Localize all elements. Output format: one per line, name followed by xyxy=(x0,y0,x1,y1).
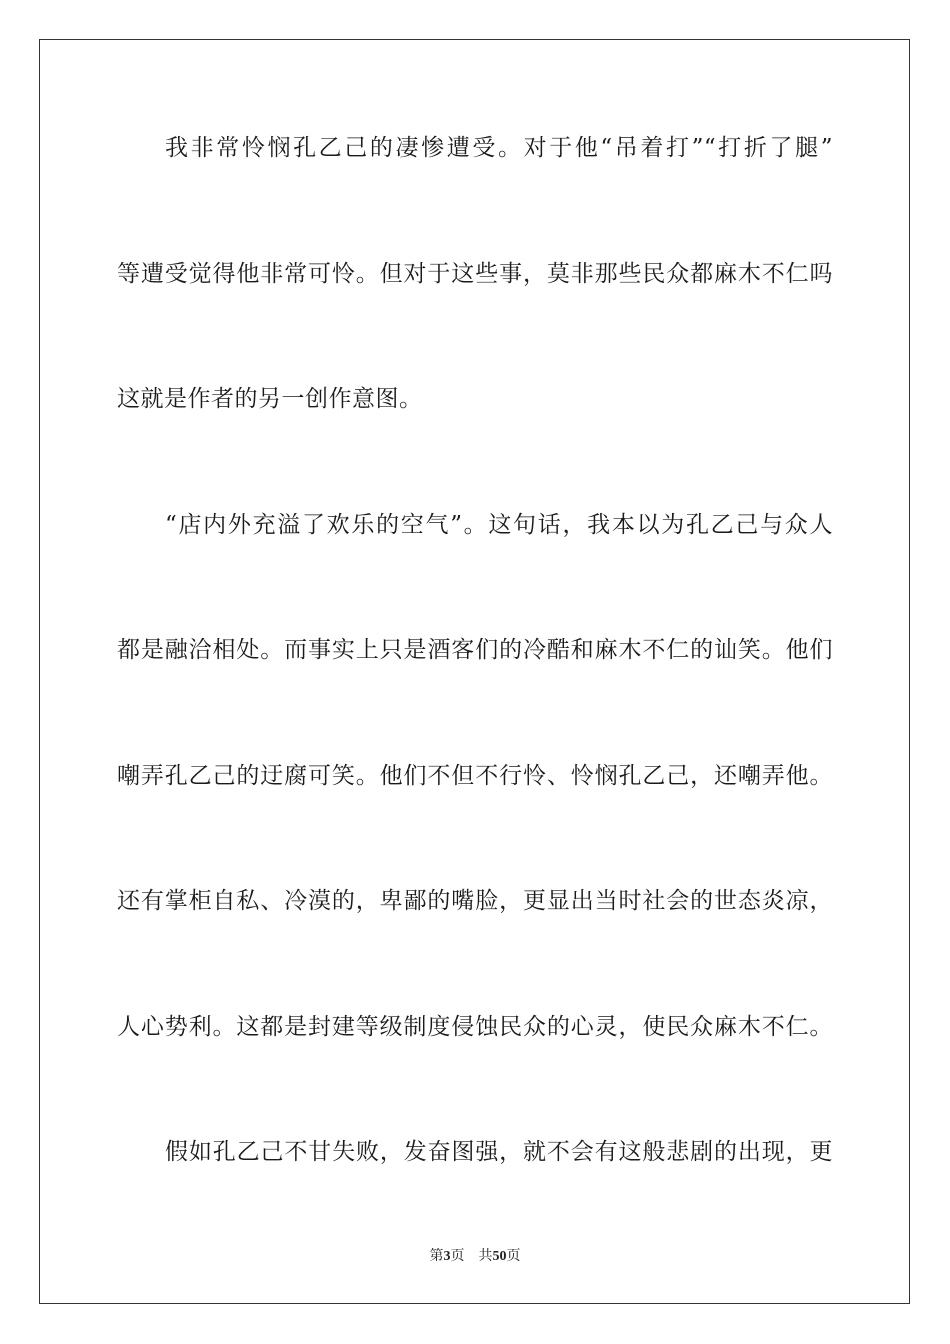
paragraph-2-line-1: “店内外充溢了欢乐的空气”。这句话，我本以为孔乙己与众人 xyxy=(165,512,833,538)
paragraph-2-line-5: 人心势利。这都是封建等级制度侵蚀民众的心灵，使民众麻木不仁。 xyxy=(117,1014,833,1040)
total-suffix: 页 xyxy=(506,1248,521,1264)
paragraph-3-line-1: 假如孔乙己不甘失败，发奋图强，就不会有这般悲剧的出现，更 xyxy=(165,1139,833,1165)
page-prefix: 第 xyxy=(429,1248,444,1264)
total-pages: 50 xyxy=(492,1249,507,1264)
page-border xyxy=(39,39,910,1304)
paragraph-1-line-3: 这就是作者的另一创作意图。 xyxy=(117,386,423,412)
paragraph-1-line-1: 我非常怜悯孔乙己的凄惨遭受。对于他“吊着打”“打折了腿” xyxy=(165,135,833,161)
page-footer xyxy=(0,1246,950,1267)
paragraph-2-line-3: 嘲弄孔乙己的迂腐可笑。他们不但不行怜、怜悯孔乙己，还嘲弄他。 xyxy=(117,763,833,789)
total-prefix: 共 xyxy=(478,1248,493,1264)
page-suffix: 页 xyxy=(450,1248,465,1264)
paragraph-1-line-2: 等遭受觉得他非常可怜。但对于这些事，莫非那些民众都麻木不仁吗 xyxy=(117,261,833,287)
paragraph-2-line-2: 都是融洽相处。而事实上只是酒客们的冷酷和麻木不仁的讪笑。他们 xyxy=(117,637,833,663)
paragraph-2-line-4: 还有掌柜自私、冷漠的，卑鄙的嘴脸，更显出当时社会的世态炎凉， xyxy=(117,888,833,914)
page-number: 3 xyxy=(443,1249,451,1264)
